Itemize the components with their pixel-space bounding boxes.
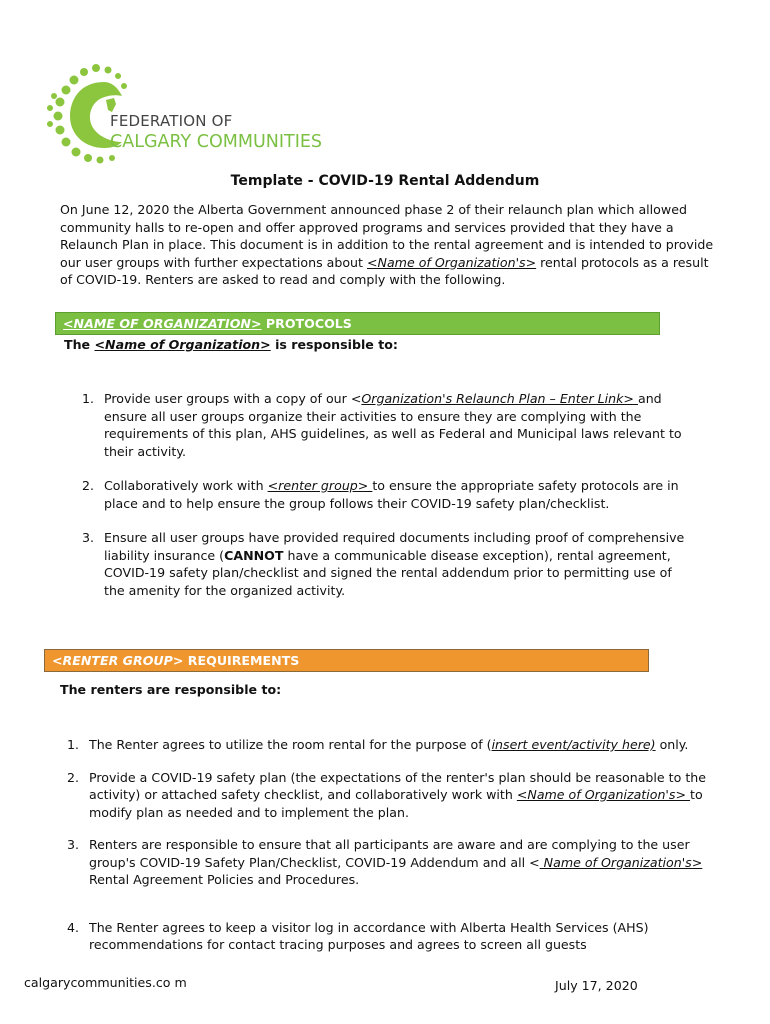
list-item bbox=[67, 919, 707, 954]
section-protocols-title: PROTOCOLS bbox=[261, 316, 352, 331]
item-text: have a communicable disease exception), rental agreement, COVID-19 safety plan/checklist and signed the rental addendum prior to permitting use of the amenity for the organized activity. bbox=[104, 547, 672, 598]
section-requirements-subtitle: The renters are responsible to: bbox=[60, 682, 282, 697]
intro-paragraph bbox=[60, 201, 720, 289]
page-title: Template - COVID-19 Rental Addendum bbox=[230, 173, 540, 189]
item-link: Organization's Relaunch Plan – Enter Link> bbox=[361, 391, 638, 406]
list-item bbox=[82, 529, 690, 599]
item-text: The Renter agrees to utilize the room rental for the purpose of ( bbox=[89, 737, 492, 752]
protocols-list bbox=[82, 390, 690, 599]
item-text: Collaboratively work with bbox=[104, 478, 268, 493]
item-text: to ensure the appropriate safety protocols are in place and to help ensure the group follows their COVID-19 safety plan/checklist. bbox=[104, 478, 679, 511]
intro-org-link: <Name of Organization's> bbox=[366, 254, 537, 270]
item-number: 3. bbox=[67, 837, 80, 852]
requirements-list bbox=[67, 736, 707, 954]
item-text: The Renter agrees to keep a visitor log in accordance with Alberta Health Services (AHS) recommendations for contact tracing purposes and agrees to screen all guests bbox=[89, 919, 649, 952]
item-text: Provide a COVID-19 safety plan (the expectations of the renter's plan should be reasonable to the activity) or attached safety checklist, and collaboratively work with bbox=[89, 769, 706, 802]
section-requirements-title: REQUIREMENTS bbox=[183, 653, 300, 668]
item-text: Renters are responsible to ensure that all participants are aware and are complying to the user group's COVID-19 Safety Plan/Checklist, COVID-19 Addendum and all < bbox=[89, 837, 690, 870]
item-link: insert event/activity here) bbox=[491, 737, 656, 752]
item-link: <Name of Organization's> bbox=[516, 787, 691, 802]
item-number: 4. bbox=[67, 919, 80, 935]
intro-text-1: On June 12, 2020 the Alberta Government announced phase 2 of their relaunch plan which allowed community halls to re-open and offer approved programs and services provided that they have a Relaunch Plan in place. This document is in addition to the rental agreement and is intended to provide our user groups with further expectations about bbox=[60, 202, 714, 270]
item-text: only. bbox=[655, 737, 689, 752]
federation-logo bbox=[44, 60, 344, 164]
intro-text-2: rental protocols as a result of COVID-19. Renters are asked to read and comply with the following. bbox=[60, 254, 709, 287]
item-text: and ensure all user groups organize their activities to ensure they are complying with the requirements of this plan, AHS guidelines, as well as Federal and Municipal laws relevant to their activity. bbox=[104, 391, 682, 459]
list-item bbox=[82, 477, 690, 512]
item-number: 2. bbox=[82, 478, 95, 493]
item-link: Name of Organization's> bbox=[539, 854, 703, 870]
item-link: <renter group> bbox=[267, 478, 373, 493]
item-number: 1. bbox=[82, 391, 95, 406]
sub-pre: The bbox=[64, 337, 95, 352]
footer-date: July 17, 2020 bbox=[555, 978, 638, 993]
item-bold: CANNOT bbox=[224, 547, 284, 563]
item-text: Provide user groups with a copy of our < bbox=[104, 391, 362, 406]
list-item bbox=[67, 769, 707, 822]
item-text: Rental Agreement Policies and Procedures. bbox=[89, 872, 360, 887]
footer-website: calgarycommunities.co m bbox=[24, 974, 194, 1004]
item-text: to modify plan as needed and to implement the plan. bbox=[89, 787, 703, 820]
list-item bbox=[67, 736, 707, 754]
sub-post: is responsible to: bbox=[270, 337, 398, 352]
sub-org-link: <Name of Organization> bbox=[94, 337, 271, 352]
list-item bbox=[82, 390, 690, 460]
logo-line2: CALGARY COMMUNITIES bbox=[110, 132, 323, 152]
item-number: 2. bbox=[67, 769, 80, 785]
item-text: Ensure all user groups have provided required documents including proof of comprehensive liability insurance ( bbox=[104, 530, 685, 563]
section-requirements-header bbox=[44, 649, 649, 672]
section-protocols-subtitle bbox=[64, 337, 398, 352]
list-item bbox=[67, 836, 707, 889]
item-number: 1. bbox=[67, 737, 80, 752]
item-number: 3. bbox=[82, 530, 95, 545]
section-protocols-org: <NAME OF ORGANIZATION> bbox=[63, 316, 262, 331]
logo-line1: FEDERATION OF bbox=[110, 112, 233, 130]
section-requirements-group: <RENTER GROUP> bbox=[52, 653, 184, 668]
section-protocols-header bbox=[55, 312, 660, 335]
